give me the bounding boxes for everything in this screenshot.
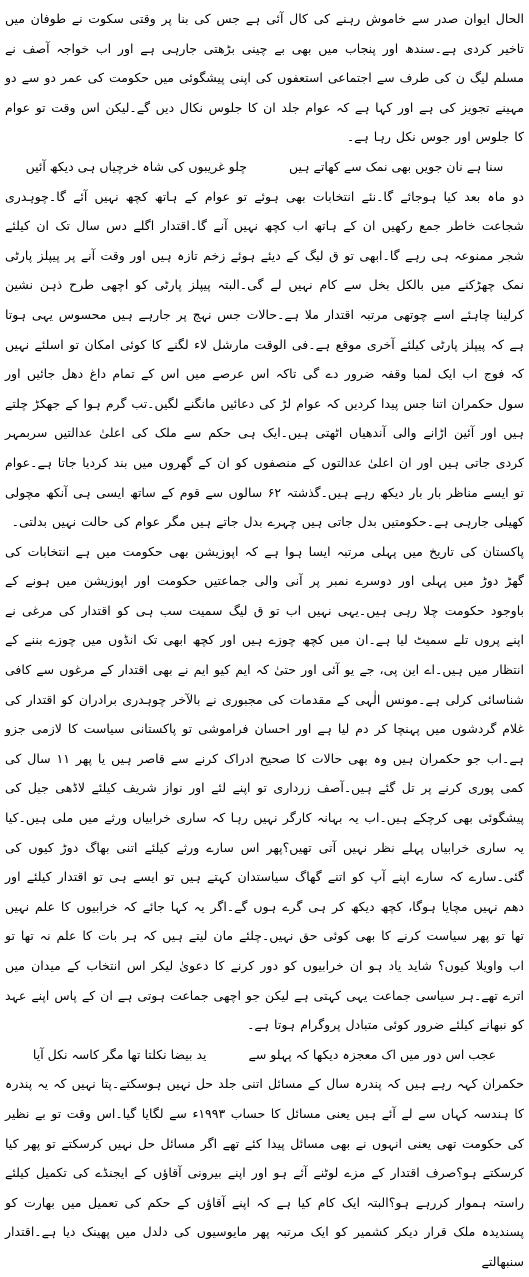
couplet-2-line-2: ید بیضا نکلتا تھا مگر کاسہ نکل آیا bbox=[32, 1046, 207, 1062]
couplet-1 bbox=[5, 152, 524, 182]
paragraph-4: حکمران کہہ رہے ہیں کہ پندرہ سال کے مسائل اتنی جلد حل نہیں ہوسکتے۔پتا نہیں کہ یہ پندرہ کا ہندسہ کہاں سے لے آئے ہیں یعنی مسائل کا حساب ۱۹۹۳ء سے لگایا گیا۔اس وقت تو بے نظیر کی حکومت تھی یعنی انہوں نے بھی مسائل پیدا کئے تھے اگر مسائل حل نہیں کرسکتے تو پھر کیا کرسکتے ہو؟صرف اقتدار کے مزے لوٹنے آئے ہو اور اپنے بیرونی آقاؤں کے ایجنڈے کی تکمیل کیلئے راستہ ہموار کررہے ہو؟البتہ ایک کام کیا ہے کہ اپنے آقاؤں کے حکم کی تعمیل میں بھارت کو پسندیدہ ملک قرار دیکر کشمیر کو ایک مرتبہ پھر مایوسیوں کی دلدل میں پھینک دیا ہے۔اقتدار سنبھالتے bbox=[5, 1076, 524, 1269]
paragraph-3: پاکستان کی تاریخ میں پہلی مرتبہ ایسا ہوا ہے کہ اپوزیشن بھی حکومت میں ہے انتخابات کی گھڑ دوڑ میں پہلی اور دوسرے نمبر پر آنی والی جماعتیں حکومت اور اپوزیشن میں ہونے کے باوجود حکومت چلا رہی ہیں۔یہی نہیں اب تو ق لیگ سمیت سب ہی کو اقتدار کی مرغی نے اپنے پروں تلے سمیٹ لیا ہے۔ان میں کچھ چوزے ہیں اور کچھ ابھی تک انڈوں میں چوزے بننے کے انتظار میں ہیں۔اے این پی، جے یو آئی اور حتیٰ کہ ایم کیو ایم نے بھی اقتدار کے مرغوں سے کافی شناسائی کرلی ہے۔مونس الٰہی کے مقدمات کی مجبوری نے بالآخر چوہدری برادران کو اقتدار کی غلام گردشوں میں پہنچا کر دم لیا ہے اور احسان فراموشی تو پاکستانی سیاست کا لازمی جزو ہے۔اب جو حکمران ہیں وہ بھی حالات کا صحیح ادراک کرنے سے قاصر ہیں یا پھر ۱۱ سال کی کمی پوری کرنے پر تل گئے ہیں۔آصف زرداری تو اپنے لئے اور نواز شریف کیلئے لاڈھی جیل کی پیشگوئی بھی کرچکے ہیں۔اب یہ بہانہ کارگر نہیں رہا کہ ساری خرابیاں ورثے میں ملی ہیں۔کیا یہ ساری خرابیاں پہلے نظر نہیں آتی تھیں؟پھر اس سارے ورثے کیلئے اتنی بھاگ دوڑ کیوں کی گئی۔سارے کہ سارے اپنے آپ کو اتنے گھاگ سیاستدان کہتے ہیں تو ایسے ہی تو اقتدار کیلئے اور دھم نہیں مچایا ہوگا، کچھ دیکھ کر ہی گرے ہوں گے۔اگر یہ کہا جائے کہ خرابیوں کا علم نہیں تھا تو پھر سیاست کرنے کا بھی کوئی حق نہیں۔چلئے مان لیتے ہیں کہ ہر بات کا علم نہ تھا تو اب واویلا کیوں؟ شاید یاد ہو ان خرابیوں کو دور کرنے کا دعویٰ لیکر اس انتخاب کے میدان میں اترے تھے۔ہر سیاسی جماعت یہی کہتی ہے لیکن جو اچھی جماعت ہوتی ہے ان کے پاس اپنے عہد کو نبھانے کیلئے ضرور کوئی متبادل پروگرام ہوتا ہے۔ bbox=[5, 543, 524, 1033]
paragraph-1: الحال ایوان صدر سے خاموش رہنے کی کال آئی ہے جس کی بنا پر وقتی سکوت نے طوفان میں تاخیر کردی ہے۔سندھ اور پنجاب میں بھی بے چینی بڑھتی جارہی ہے اور اب خواجہ آصف نے مسلم لیگ ن کی طرف سے اجتماعی استعفوں کی اپنی پیشگوئی میں حکومت کی عمر دو سے دو مہینے تجویز کی ہے اور کہا ہے کہ عوام جلد ان کا جلوس نکال دیں گے۔لیکن اس وقت تو عوام کا جلوس اور جوس نکل رہا ہے۔ bbox=[5, 11, 524, 145]
couplet-1-line-1: سنا ہے نان جویں بھی نمک سے کھاتے ہیں bbox=[288, 158, 504, 174]
couplet-1-line-2: چلو غریبوں کی شاہ خرچیاں ہی دیکھ آئیں bbox=[25, 158, 247, 174]
couplet-2-line-1: عجب اس دور میں اک معجزہ دیکھا کہ پہلو سے bbox=[248, 1046, 497, 1062]
couplet-2 bbox=[5, 1040, 524, 1070]
paragraph-2: دو ماہ بعد کیا ہوجائے گا۔نئے انتخابات بھی ہوئے تو عوام کے ہاتھ کچھ نہیں آئے گا۔چوہدری شجاعت خاطر جمع رکھیں ان کے ہاتھ اب کچھ نہیں آنے گا۔اقتدار اگلے دس سال تک ان کیلئے شجر ممنوعہ ہی رہے گا۔ابھی تو ق لیگ کے دیئے ہوئے زخم تازہ ہیں اور وقت آنے پر پیپلز پارٹی نمک چھڑکنے میں بالکل بخل سے کام نہیں لے گی۔البتہ پیپلز پارٹی کو اچھی طرح ذہن نشین کرلینا چاہئے اسے چوتھی مرتبہ اقتدار ملا ہے۔حالات جس نہج پر جارہے ہیں محسوس یہی ہوتا ہے کہ پیپلز پارٹی کیلئے آخری موقع ہے۔فی الوقت مارشل لاء لگنے کا کوئی امکان تو اسلئے نہیں کہ فوج اب ایک لمبا وقفہ ضرور دے گی تاکہ اس عرصے میں اس کے تمام داغ دھل جائیں اور سول حکمران اتنا جس پیدا کردیں کہ عوام لڑ کی دعائیں مانگنے لگیں۔تب گرم ہوا کے جھکڑ چلتے ہیں اور آئین اڑانے والی آندھیاں اٹھتی ہیں۔ایک ہی حکم سے ملک کی اعلیٰ عدالتیں سربمہر کردی جاتی ہیں اور ان اعلیٰ عدالتوں کے منصفوں کو ان کے گھروں میں بند کردیا جاتا ہے۔عوام تو ایسے مناظر بار بار دیکھ رہے ہیں۔گذشتہ ۶۲ سالوں سے قوم کے ساتھ ایسی ہی آنکھ مچولی کھیلی جارہی ہے۔حکومتیں بدل جاتی ہیں چہرے بدل جاتے ہیں مگر عوام کی حالت نہیں بدلتی۔ bbox=[5, 188, 524, 530]
